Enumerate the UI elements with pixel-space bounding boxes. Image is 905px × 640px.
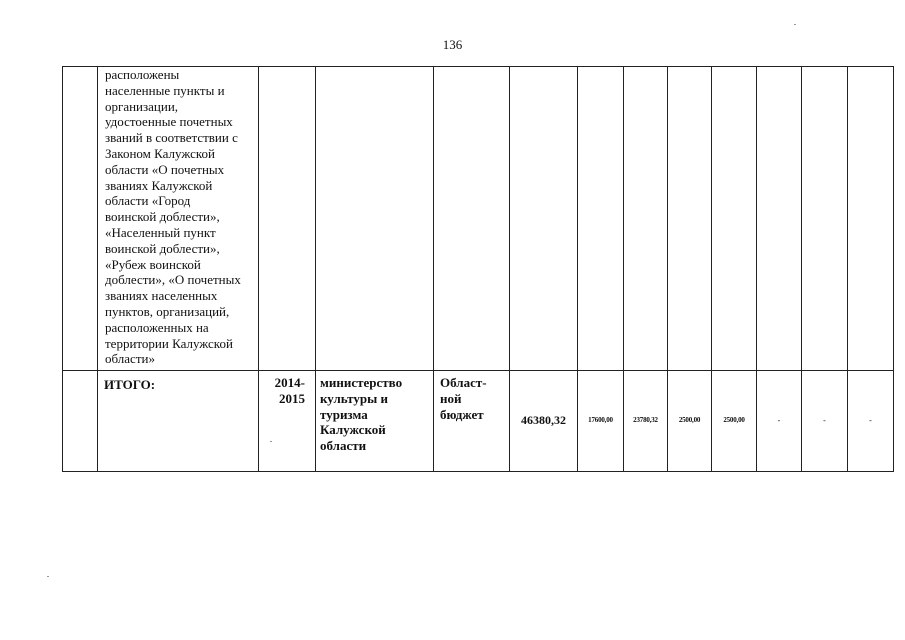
empty-cell (757, 67, 802, 371)
empty-cell (712, 67, 757, 371)
executor-line: туризма (320, 406, 368, 422)
funding-source-cell (434, 371, 510, 472)
description-line: Законом Калужской (105, 145, 215, 161)
total-label: ИТОГО: (98, 371, 259, 472)
executor-cell (316, 371, 434, 472)
description-line: «Населенный пункт (105, 224, 216, 240)
description-line: организации, (105, 98, 179, 114)
description-line: «Рубеж воинской (105, 256, 201, 272)
description-cell (98, 67, 259, 371)
empty-cell (316, 67, 434, 371)
description-line: территории Калужской (105, 335, 233, 351)
years-start: 2014- (274, 375, 305, 390)
funding-source-line: Област- (440, 375, 487, 390)
scan-speck (47, 576, 49, 577)
empty-cell (510, 67, 578, 371)
funding-source-line: бюджет (440, 406, 484, 422)
empty-cell (668, 67, 712, 371)
executor-line: культуры и (320, 390, 388, 406)
number-cell (63, 67, 98, 371)
empty-cell (434, 67, 510, 371)
empty-cell (578, 67, 624, 371)
description-line: званиях Калужской (105, 177, 213, 193)
table-row (63, 67, 894, 371)
page-number: 136 (442, 37, 463, 52)
description-line: области» (105, 351, 155, 367)
description-line: расположенных на (105, 319, 209, 335)
description-line: пунктов, организаций, (105, 303, 230, 319)
funding-source-line: ной (440, 390, 462, 406)
scan-speck (270, 441, 272, 442)
description-line: области «Город (105, 193, 191, 209)
description-line: области «О почетных (105, 161, 225, 177)
total-amount: 46380,32 (510, 371, 578, 472)
amount-2014: 17600,00 (578, 371, 624, 472)
executor-line: министерство (320, 375, 403, 390)
measures-table (62, 66, 894, 472)
years-end: 2015 (279, 390, 305, 406)
description-line: удостоенные почетных (105, 114, 233, 130)
amount-col-9: 2500,00 (668, 371, 712, 472)
total-row (63, 371, 894, 472)
empty-cell (802, 67, 848, 371)
empty-cell (259, 67, 316, 371)
amount-col-13: - (848, 371, 894, 472)
number-cell (63, 371, 98, 472)
scan-speck (794, 24, 796, 25)
description-line: воинской доблести», (105, 240, 220, 256)
amount-col-11: - (757, 371, 802, 472)
description-line: воинской доблести», (105, 209, 220, 225)
description-line: населенные пункты и (105, 82, 225, 98)
amount-col-10: 2500,00 (712, 371, 757, 472)
description-line: званиях населенных (105, 288, 218, 304)
executor-line: области (320, 438, 367, 454)
description-line: званий в соответствии с (105, 130, 238, 146)
amount-col-12: - (802, 371, 848, 472)
description-line: доблести», «О почетных (105, 272, 241, 288)
empty-cell (848, 67, 894, 371)
amount-2015: 23780,32 (624, 371, 668, 472)
empty-cell (624, 67, 668, 371)
description-line: расположены (105, 67, 180, 82)
years-cell (259, 371, 316, 472)
executor-line: Калужской (320, 422, 386, 438)
